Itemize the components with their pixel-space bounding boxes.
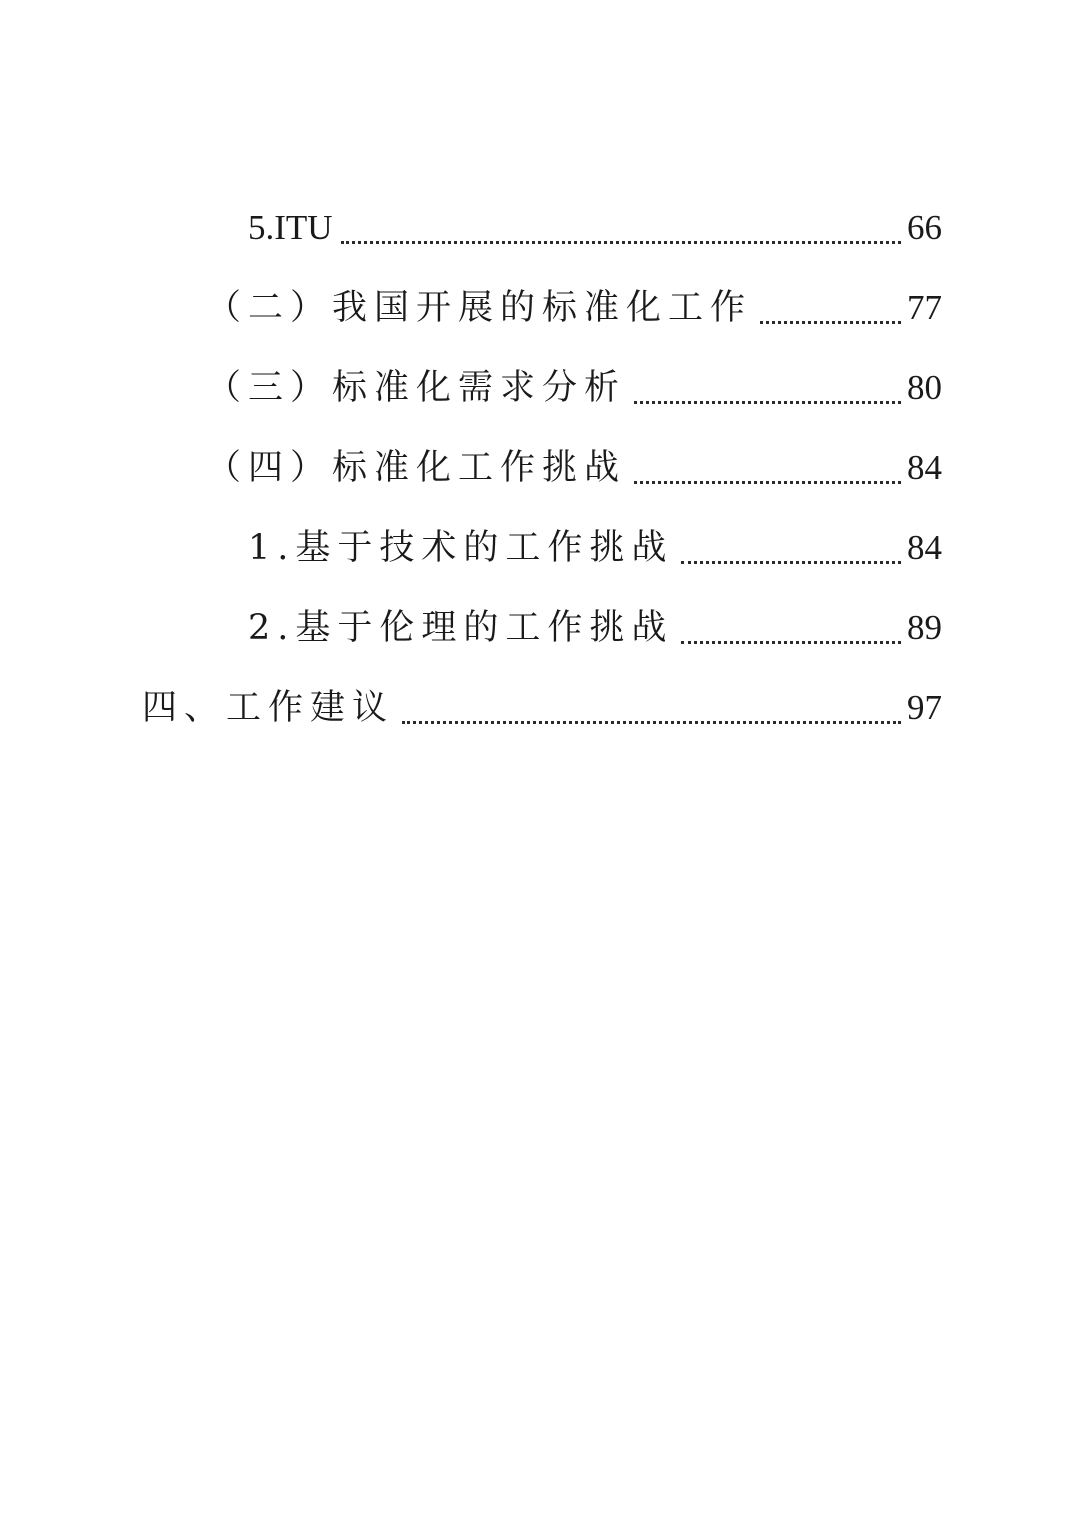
- toc-page-number: 77: [907, 288, 942, 327]
- dot-leader: [681, 561, 901, 564]
- toc-entry: [206, 358, 942, 418]
- toc-page-number: 84: [907, 528, 942, 567]
- dot-leader: [681, 641, 901, 644]
- dot-leader: [760, 321, 901, 324]
- toc-page-number: 89: [907, 608, 942, 647]
- toc-entry: [248, 518, 942, 578]
- toc-page-number: 97: [907, 688, 942, 727]
- toc-entry-label: （四）标准化工作挑战: [206, 448, 627, 488]
- toc-entry: [206, 438, 942, 498]
- toc-entry: [206, 278, 942, 338]
- toc-entry-label: 四、工作建议: [142, 688, 395, 728]
- dot-leader: [634, 401, 901, 404]
- toc-page-number: 66: [907, 208, 942, 247]
- dot-leader: [634, 481, 901, 484]
- toc-page-number: 84: [907, 448, 942, 487]
- toc-entry-label: 1.基于技术的工作挑战: [248, 528, 674, 568]
- toc-entry-label: （二）我国开展的标准化工作: [206, 288, 753, 328]
- toc-entry-label: （三）标准化需求分析: [206, 368, 627, 408]
- toc-page-number: 80: [907, 368, 942, 407]
- dot-leader: [341, 241, 901, 244]
- toc-entry: [142, 678, 942, 738]
- dot-leader: [402, 721, 901, 724]
- toc-entry-label: 2.基于伦理的工作挑战: [248, 608, 674, 648]
- toc-entry: [248, 598, 942, 658]
- toc-entry-label: 5.ITU: [248, 208, 333, 247]
- toc-entry: [248, 198, 942, 258]
